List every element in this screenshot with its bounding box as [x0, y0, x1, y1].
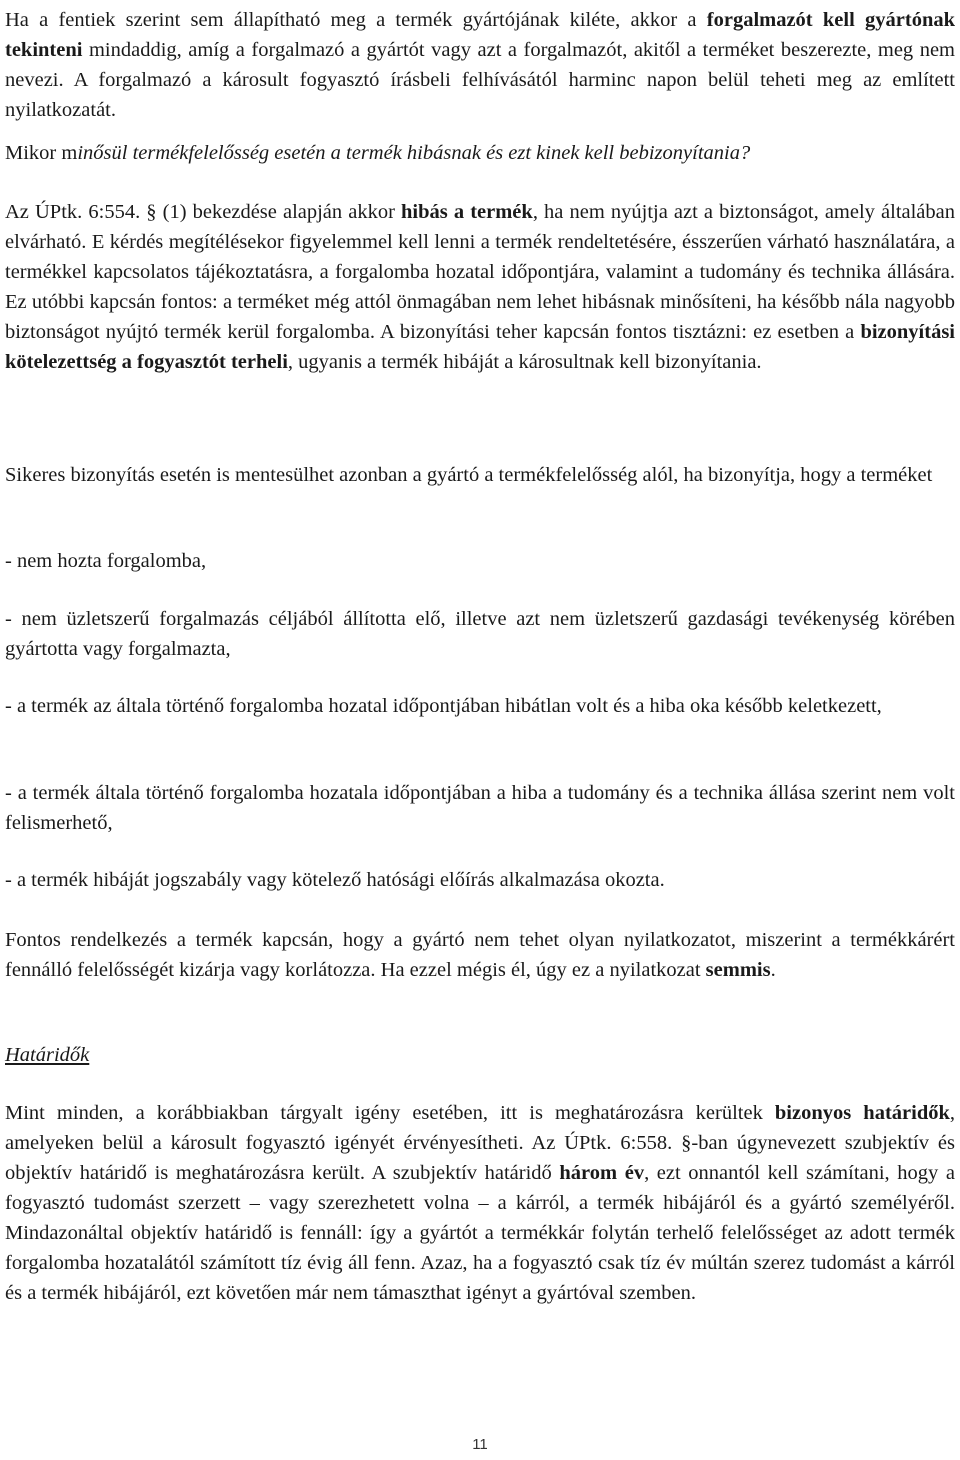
bold-burden-of-proof: bizonyítási kötelezettség a fogyasztót terheli	[5, 321, 955, 373]
paragraph-distributor: Ha a fentiek szerint sem állapítható meg a termék gyártójának kiléte, akkor a forgalmazót kell gyártónak tekinteni mindaddig, amíg a forgalmazó a gyártót vagy azt a forgalmazót, akitől a terméket beszerezte, meg nem nevezi. A forgalmazó a károsult fogyasztó írásbeli felhívásától harminc napon belül teheti meg az említett nyilatkozatát.	[5, 9, 955, 121]
list-item: - a termék az általa történő forgalomba hozatal időpontjában hibátlan volt és a hiba oka később keletkezett,	[5, 695, 882, 717]
list-item: - nem üzletszerű forgalmazás céljából állította elő, illetve azt nem üzletszerű gazdasági tevékenység körében gyártotta vagy forgalmazta,	[5, 608, 955, 660]
list-item: - a termék hibáját jogszabály vagy kötelező hatósági előírás alkalmazása okozta.	[5, 869, 665, 891]
italic-question: inősül termékfelelősség esetén a termék hibásnak és ezt kinek kell bebizonyítania?	[77, 142, 751, 164]
list-item: - a termék általa történő forgalomba hozatala időpontjában a hiba a tudomány és a technika állása szerint nem volt felismerhető,	[5, 782, 955, 834]
bold-certain-deadlines: bizonyos határidők	[774, 1102, 950, 1124]
bold-void: semmis	[705, 959, 771, 981]
paragraph-exemption: Sikeres bizonyítás esetén is mentesülhet azonban a gyártó a termékfelelősség alól, ha bizonyítja, hogy a terméket	[5, 464, 933, 486]
section-heading-deadlines: Határidők	[5, 1044, 90, 1066]
question-paragraph: Mikor minősül termékfelelősség esetén a termék hibásnak és ezt kinek kell bebizonyítania?	[5, 142, 751, 164]
page-number: 11	[472, 1436, 488, 1453]
section-sign: §	[146, 201, 157, 223]
paragraph-defect-definition: Az ÚPtk. 6:554. § (1) bekezdése alapján akkor hibás a termék, ha nem nyújtja azt a biztonságot, amely általában elvárható. E kérdés megítélésekor figyelemmel kell lenni a termék rendeltetésére, ésszerűen várható használatára, a termékkel kapcsolatos tájékoztatásra, a forgalomba hozatal időpontjára, valamint a tudomány és technika állására. Ez utóbbi kapcsán fontos: a terméket még attól önmagában nem lehet hibásnak minősíteni, ha később nála nagyobb biztonságot nyújtó termék kerül forgalomba. A bizonyítási teher kapcsán fontos tisztázni: ez esetben a bizonyítási kötelezettség a fogyasztót terheli, ugyanis a termék hibáját a károsultnak kell bizonyítania.	[5, 201, 956, 373]
bold-three-years: három év	[559, 1162, 645, 1184]
section-sign: §	[681, 1132, 692, 1154]
bold-defective-product: hibás a termék	[401, 201, 533, 223]
list-item: - nem hozta forgalomba,	[5, 550, 207, 572]
bold-distributor-as-manufacturer: forgalmazót kell gyártónak tekinteni	[5, 9, 955, 61]
paragraph-disclaimer-void: Fontos rendelkezés a termék kapcsán, hogy a gyártó nem tehet olyan nyilatkozatot, miszerint a termékkárért fennálló felelősségét kizárja vagy korlátozza. Ha ezzel mégis él, úgy ez a nyilatkozat semmis.	[5, 929, 955, 981]
paragraph-deadlines: Mint minden, a korábbiakban tárgyalt igény esetében, itt is meghatározásra kerültek bizonyos határidők, amelyeken belül a károsult fogyasztó igényét érvényesítheti. Az ÚPtk. 6:558. §-ban úgynevezett szubjektív és objektív határidő is meghatározásra került. A szubjektív határidő három év, ezt onnantól kell számítani, hogy a fogyasztó tudomást szerzett – vagy szerezhetett volna – a kárról, a termék hibájáról és a gyártó személyéről. Mindazonáltal objektív határidő is fennáll: így a gyártót a termékkár folytán terhelő felelősséget az adott termék forgalomba hozatalától számított tíz évig áll fenn. Azaz, ha a fogyasztó csak tíz év múltán szerez tudomást a kárról és a termék hibájáról, ezt követően már nem támaszthat igényt a gyártóval szemben.	[5, 1102, 955, 1304]
